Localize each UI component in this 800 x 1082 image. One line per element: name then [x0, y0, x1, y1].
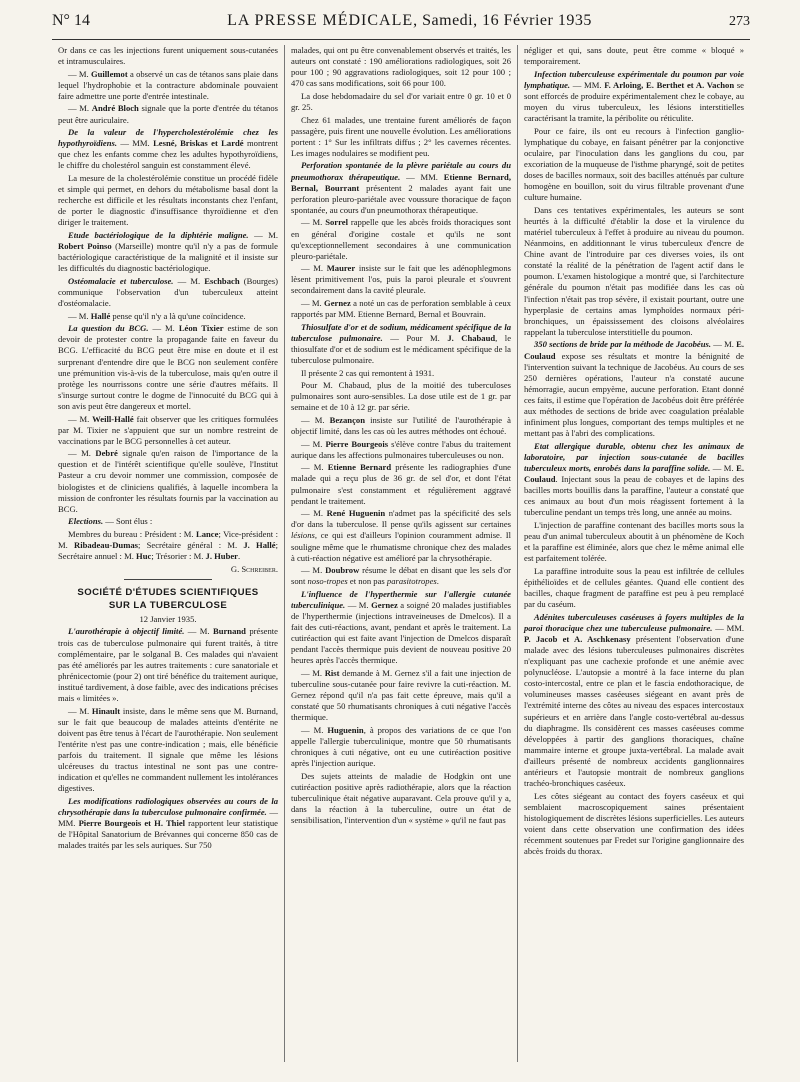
- author-name: P. Jacob et A. Aschkenasy: [524, 633, 631, 644]
- author-name: F. Arloing, E. Berthet et A. Vachon: [604, 79, 735, 90]
- communication-title: Ostéomalacie et tuberculose.: [68, 275, 174, 286]
- author-name: René Huguenin: [326, 508, 386, 519]
- author-name: Hallé: [90, 310, 111, 321]
- paragraph: De la valeur de l'hypercholestérolémie chez les hypothyroïdiens. — MM. Lesné, Briskas et Lardé montrent que chez les enfants comme chez les adultes hypothyroïdiens, le chiffre du cholestérol sanguin est constamment élevé.: [58, 127, 278, 171]
- communication-title: Infection tuberculeuse expérimentale du poumon par voie lymphatique.: [524, 68, 744, 90]
- author-name: Eschbach: [204, 275, 240, 286]
- communication-title: Perforation spontanée de la plèvre pariétale au cours du pneumothorax thérapeutique.: [291, 160, 511, 182]
- paragraph: Perforation spontanée de la plèvre pariétale au cours du pneumothorax thérapeutique. — MM. Etienne Bernard, Bernal, Bourrant présentent 2 malades ayant fait une perforation pleuro-pariétale avec voussure thoracique de façon spontanée, au cours d'un pneumothorax thérapeutique.: [291, 160, 511, 215]
- communication-title: De la valeur de l'hypercholestérolémie chez les hypothyroïdiens.: [58, 127, 278, 149]
- communication-title: Etude bactériologique de la diphtérie maligne.: [68, 230, 249, 240]
- author-name: Léon Tixier: [178, 323, 224, 334]
- paragraph: — M. Debré signale qu'en raison de l'importance de la question et de l'intérêt scientifique qu'elle soulève, l'Institut Pasteur a cru devoir nommer une commission, composée de biologistes et de cliniciens qualifiés, à laquelle incombera la mission de confronter les résultats fournis par la vaccination au BCG.: [58, 448, 278, 514]
- author-name: Sorrel: [325, 217, 348, 228]
- column-1: [52, 45, 284, 1062]
- author-name: E. Coulaud: [524, 462, 744, 485]
- author-name: Robert Poinso: [58, 241, 112, 252]
- author-name: Lesné, Briskas et Lardé: [153, 138, 244, 149]
- author-name: Guillemot: [90, 68, 128, 79]
- paragraph: — M. Maurer insiste sur le fait que les adénophlegmons lèsent primitivement l'os, puis la paroi pleurale et s'ouvrent secondairement dans la cavité pleurale.: [291, 263, 511, 296]
- paragraph: — M. Doubrow résume le débat en disant que les sels d'or sont noso-tropes et non pas parasitotropes.: [291, 565, 512, 587]
- paragraph: — M. Hinault insiste, dans le même sens que M. Burnand, sur le fait que beaucoup de malades atteints d'entérite ne doivent pas être tenus à l'écart de l'aurothérapie. Non seulement l'entérite n'est pas une contre-indication ; mais, elle bénéficie parfois du traitement. Il signale que même les lésions ulcéreuses du tractus intestinal ne sont pas une contre-indication et qu'elles ne commandent nullement les intolérances digestives.: [58, 705, 278, 794]
- page-number: 273: [728, 14, 750, 29]
- paragraph: Etat allergique durable, obtenu chez les animaux de laboratoire, par injection sous-cutanée de bacilles tuberculeux morts, enrobés dans la paraffine solide. — M. E. Coulaud. Injectant sous la peau de cobayes et de lapins des bacilles morts bouillis dans la paraffine, l'auteur a constaté que ces animaux au bout d'un mois réagissent fortement à la tuberculine pendant un temps très long, une année au moins.: [524, 440, 744, 518]
- paragraph: — M. Huguenin, à propos des variations de ce que l'on appelle l'allergie tuberculinique, montre que 50 rhumatisants chroniques à cuti négative, ont eu une cutiréaction positive après l'injection aurique.: [291, 725, 511, 769]
- paragraph: La mesure de la cholestérolémie constitue un procédé fidèle et simple qui permet, en dehors du métabolisme basal dont la recherche est difficile et les résultats inconstants chez l'enfant, de porter le diagnostic d'insuffisance thyroïdienne et d'en diriger le traitement.: [58, 173, 278, 228]
- paragraph: Les côtes siégeant au contact des foyers caséeux et qui semblaient macroscopiquement saines présentaient histologiquement de discrètes lésions superficielles. Les auteurs voient dans cette observation une confirmation des idées récemment soutenues par Fredet sur l'origine ganglionnaire des abcès froids du thorax.: [524, 790, 744, 857]
- author-name: Gernez: [371, 600, 398, 610]
- author-name: Maurer: [326, 263, 356, 274]
- paragraph: — M. André Bloch signale que la porte d'entrée du tétanos peut être auriculaire.: [58, 103, 278, 125]
- author-name: E. Coulaud: [524, 339, 744, 361]
- author-name: Bezançon: [329, 415, 365, 425]
- paragraph: Ostéomalacie et tuberculose. — M. Eschbach (Bourges) communique l'observation d'un tuberculeux atteint d'ostéomalacie.: [58, 275, 278, 309]
- paragraph: — M. Etienne Bernard présente les radiographies d'une malade qui a reçu plus de 36 gr. de sel d'or, et dont l'état pulmonaire s'est constamment et régulièrement aggravé pendant le traitement.: [291, 462, 511, 506]
- paragraph: Il présente 2 cas qui remontent à 1931.: [301, 367, 435, 378]
- issue-number: N° 14: [52, 12, 90, 29]
- communication-title: Elections.: [68, 516, 104, 527]
- paragraph: — M. Rist demande à M. Gernez s'il a fait une injection de tuberculine sous-cutanée pour faire revivre la cuti-réaction. M. Gernez répond qu'il n'a pas fait cette épreuve, mais qu'il a constaté que 50 rhumatisants chroniques à cuti négative l'accès thermique.: [291, 668, 512, 723]
- paragraph: La question du BCG. — M. Léon Tixier estime de son devoir de protester contre la propagande faite en faveur du BCG. L'efficacité du BCG peut être mise en doute et il est surprenant d'entendre dire que le BCG non seulement confère une prémunition vis-à-vis de la tuberculose, mais qu'en outre il protège les nourrissons contre une série d'autres méfaits. Il s'insurge surtout contre le dogme de l'innocuité du BCG qui à son avis peut être dangereux et mortel.: [58, 323, 278, 411]
- paragraph: Des sujets atteints de maladie de Hodgkin ont une cutiréaction positive après radiothérapie, alors que la réaction tuberculinique était négative auparavant. Cela prouve qu'il y a, dans la réaction à la tuberculine, outre un état de sensibilisation, l'intervention d'un « système » qu'il ne faut pas: [291, 770, 511, 826]
- publication-name: LA PRESSE MÉDICALE: [227, 12, 414, 29]
- paragraph: Dans ces tentatives expérimentales, les auteurs se sont heurtés à la difficulté d'établir la dose et la virulence du matériel tuberculeux à l'effet à produire au niveau du poumon. Néanmoins, en additionnant le virus tuberculeux d'encre de Chine avant de l'introduire par ces diverses voies, ils ont constaté la réalité de la pénétration de l'agent actif dans le poumon. L'examen histologique a montré que, si l'architecture générale du poumon n'était pas modifiée dans les cas où l'infection n'était pas trop sévère, il existait pourtant, outre une hyperplasie de certains amas lymphoïdes normaux péri-bronchiques, un épaississement des cloisons alvéolaires rappelant la tuberculose interstitielle du poumon.: [524, 204, 744, 337]
- author-name: Etienne Bernard: [327, 462, 392, 473]
- paragraph: Thiosulfate d'or et de sodium, médicament spécifique de la tuberculose pulmonaire. — Pour M. J. Chabaud, le thiosulfate d'or et de sodium est le médicament spécifique de la tuberculose pulmonaire.: [291, 321, 512, 366]
- communication-title: L'influence de l'hyperthermie sur l'allergie cutanée tuberculinique.: [291, 588, 511, 610]
- paragraph: — M. René Huguenin n'admet pas la spécificité des sels d'or dans la tuberculose. Il pense qu'ils agissent sur certaines lésions, ce qui est d'ailleurs l'opinion couramment admise. Il souligne même que le rhumatisme chronique chez des malades à cuti-réaction négative est amélioré par la chrysothérapie.: [291, 508, 511, 563]
- signature: G. Schreiber.: [230, 563, 278, 574]
- paragraph: — M. Guillemot a observé un cas de tétanos sans plaie dans lequel l'hydrophobie et la contracture abdominale pouvaient faire admettre une porte d'entrée intestinale.: [58, 68, 278, 101]
- author-name: Hinault: [91, 705, 121, 716]
- paragraph: Pour ce faire, ils ont eu recours à l'infection ganglio-lymphatique du cobaye, en faisant pénétrer par la conjonctive oculaire, par l'inoculation dans les ganglions du cou, par excoriation de la muqueuse de l'isthme pharyngé, soit de petites doses de bacilles normaux, soit des bacilles atténués par culture homogène en bouillon, soit du virus filtrable provenant d'une culture humaine.: [524, 125, 744, 203]
- text-columns: [52, 45, 750, 1062]
- page-header: [52, 12, 750, 40]
- communication-title: Thiosulfate d'or et de sodium, médicament spécifique de la tuberculose pulmonaire.: [291, 321, 511, 343]
- running-title: [227, 12, 592, 30]
- paragraph: Etude bactériologique de la diphtérie maligne. — M. Robert Poinso (Marseille) montre qu'il n'y a pas de formule bactériologique caractéristique de la malignité et il insiste sur les difficultés du diagnostic bactériologique.: [58, 230, 278, 274]
- paragraph: L'influence de l'hyperthermie sur l'allergie cutanée tuberculinique. — M. Gernez a soigné 20 malades justifiables de l'hyperthermie (injections intraveineuses de Dmelcos). Il a fait des cuti-réactions, avant, pendant et après le traitement. La cutiréaction qui est faite avant l'injection de Dmelcos disparaît pendant l'accès thermique puis devient de nouveau positive 20 heures après l'accès thermique.: [291, 588, 511, 666]
- author-name: Pierre Bourgeois: [325, 438, 389, 449]
- paragraph: Pour M. Chabaud, plus de la moitié des tuberculoses pulmonaires sont auro-sensibles. La dose utile est de 1 gr. par semaine et de 10 à 12 gr. par série.: [291, 380, 511, 413]
- paragraph: Elections. — Sont élus :: [68, 516, 153, 527]
- communication-title: L'aurothérapie à objectif limité.: [68, 626, 185, 637]
- author-name: Doubrow: [325, 565, 360, 576]
- communication-title: Les modifications radiologiques observées au cours de la chrysothérapie dans la tuberculose pulmonaire confirmée.: [58, 795, 278, 817]
- paragraph: La dose hebdomadaire du sel d'or variait entre 0 gr. 10 et 0 gr. 25.: [291, 90, 511, 112]
- author-name: J. Chabaud: [447, 332, 496, 343]
- communication-title: 350 sections de bride par la méthode de Jacobéus.: [534, 339, 712, 350]
- author-name: Pierre Bourgeois et H. Thiel: [78, 818, 186, 828]
- paragraph: Infection tuberculeuse expérimentale du poumon par voie lymphatique. — MM. F. Arloing, E. Berthet et A. Vachon se sont efforcés de produire expérimentalement chez le cobaye, au moyen du virus tuberculeux, les lésions interstitielles caractérisant la tramite, la péribolite ou réticulite.: [524, 68, 744, 124]
- communication-title: Adénites tuberculeuses caséeuses à foyers multiples de la paroi thoracique chez une tuberculeuse pulmonaire.: [524, 611, 744, 633]
- paragraph: malades, qui ont pu être convenablement observés et traités, les auteurs ont constaté : 190 améliorations radiologiques, soit 26 pour 100 ; 90 aggravations radiologiques, soit 12 pour 100 ; 470 cas sans modifications, soit 66 pour 100.: [291, 45, 511, 89]
- paragraph: Les modifications radiologiques observées au cours de la chrysothérapie dans la tuberculose pulmonaire confirmée. — MM. Pierre Bourgeois et H. Thiel rapportent leur statistique de l'Hôpital Sanatorium de Brévannes qui concerne 850 cas de malades traités par les sels auriques. Sur 750: [58, 795, 279, 851]
- author-name: Rist: [324, 668, 340, 679]
- column-2: [284, 45, 517, 1062]
- paragraph: Or dans ce cas les injections furent uniquement sous-cutanées et intramusculaires.: [58, 45, 278, 67]
- section-date: 12 Janvier 1935.: [139, 613, 197, 624]
- paragraph: — M. Gernez a noté un cas de perforation semblable à ceux rapportés par MM. Etienne Bernard, Bernal et Bouvrain.: [291, 298, 511, 320]
- paragraph: 350 sections de bride par la méthode de Jacobéus. — M. E. Coulaud expose ses résultats et montre la bénignité de l'intervention suivant la technique de Jacobéus. Au cours de ses 250 dernières opérations, l'auteur n'a constaté aucune hémorragie, aucun empyème, aucune perforation. Etant donné ces faits, il estime que l'opération de Jacobéus doit être préférée aux méthodes de sections de bride avec coagulation préalable infiniment plus longues, comportant des temps multiples et ne mettant pas à l'abri des complications.: [524, 339, 744, 439]
- paragraph: L'aurothérapie à objectif limité. — M. Burnand présente trois cas de tuberculose pulmonaire qui furent traités, à titre complémentaire, par le solganal B. Ces malades qui n'avaient pas été améliorés par les autres traitements : cure sanatoriale et phrénicectomie (pour 2) ont tiré bénéfice du traitement aurique, institué tardivement, à dose faible, avec des indications précises mais « limitées ».: [58, 626, 278, 703]
- author-name: Weill-Hallé: [92, 413, 134, 424]
- author-name: Etienne Bernard, Bernal, Bourrant: [291, 171, 511, 193]
- section-title: SOCIÉTÉ D'ÉTUDES SCIENTIFIQUES SUR LA TUBERCULOSE: [77, 586, 259, 611]
- communication-title: La question du BCG.: [68, 323, 149, 334]
- paragraph: L'injection de paraffine contenant des bacilles morts sous la peau d'un animal tuberculeux aboutit à un phénomène de Koch et la paraffine est éliminée, alors que chez le même animal elle est parfaitement tolérée.: [524, 519, 744, 564]
- paragraph: — M. Hallé pense qu'il n'y a là qu'une coïncidence.: [68, 310, 246, 321]
- paragraph: Adénites tuberculeuses caséeuses à foyers multiples de la paroi thoracique chez une tuberculeuse pulmonaire. — MM. P. Jacob et A. Aschkenasy présentent l'observation d'une malade avec des lésions tuberculeuses pulmonaires discrètes n'expliquant pas une cachexie profonde et une anémie avec polynucléose. L'autopsie a montré à la face interne du plan costo-intercostal, entre ce plan et le fascia endothoracique, de volumineuses masses caséeuses siégeant en avant près de l'extrémité interne des côtes au niveau des espaces intercostaux supérieurs et en arrière dans l'angle costo-vertébral au-dessus du diaphragme. Ils considèrent ces masses caséeuses comme développées à partir des ganglions thoraciques, chaîne mammaire interne et groupe juxta-vertébral. La malade avait d'ailleurs présenté de nombreux accidents ganglionnaires antérieurs et l'autopsie montrait de nombreux ganglions trachéo-bronchiques caséeux.: [524, 611, 745, 789]
- author-name: Huguenin: [327, 725, 364, 736]
- paragraph: Chez 61 malades, une trentaine furent améliorés de façon passagère, puis firent une nouvelle évolution. Les améliorations portent : 1° Sur les infiltrats diffus ; 2° les cavernes récentes. Les images nodulaires se modifient peu.: [291, 114, 511, 158]
- column-3: [517, 45, 750, 1062]
- author-name: Gernez: [324, 298, 351, 309]
- paragraph: — M. Sorrel rappelle que les abcès froids thoraciques sont en général d'origine costale et qu'ils ne sont qu'exceptionnellement secondaires à une communication pleuro-pariétale.: [291, 217, 511, 261]
- communication-title: Etat allergique durable, obtenu chez les animaux de laboratoire, par injection sous-cutanée de bacilles tuberculeux morts, enrobés dans la paraffine solide.: [524, 440, 744, 473]
- paragraph: — M. Weill-Hallé fait observer que les critiques formulées par M. Tixier ne s'appuient que sur un nombre restreint de vaccinations par le BCG personnelles à cet auteur.: [58, 413, 278, 446]
- paragraph: négliger et qui, sans doute, peut être comme « bloqué » temporairement.: [524, 45, 744, 67]
- paragraph: — M. Bezançon insiste sur l'utilité de l'aurothérapie à objectif limité, dans les cas où les autres méthodes ont échoué.: [291, 415, 511, 437]
- author-name: Debré: [95, 448, 118, 459]
- section-divider: [124, 579, 212, 580]
- paragraph: La paraffine introduite sous la peau est infiltrée de cellules épithélioïdes et de cellules géantes. Quand elle contient des bacilles, chaque fragment de paraffine est peu à peu remplacé par du caséum.: [524, 565, 744, 610]
- author-name: André Bloch: [91, 103, 139, 114]
- paragraph: — M. Pierre Bourgeois s'élève contre l'abus du traitement aurique dans les affections pulmonaires tuberculeuses ou non.: [291, 438, 511, 460]
- issue-date: , Samedi, 16 Février 1935: [413, 12, 592, 29]
- paragraph: Membres du bureau : Président : M. Lance; Vice-président : M. Ribadeau-Dumas; Secrétaire général : M. J. Hallé; Secrétaire annuel : M. Huc; Trésorier : M. J. Huber.: [58, 528, 278, 562]
- author-name: Burnand: [212, 626, 246, 637]
